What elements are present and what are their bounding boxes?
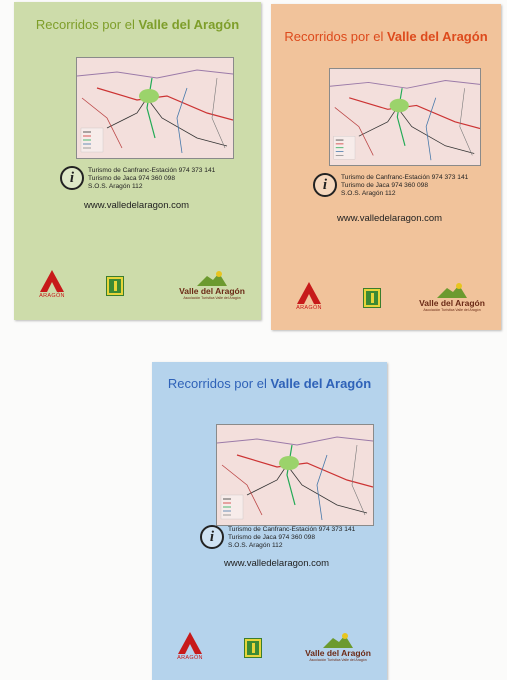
phone-line-sos: S.O.S. Aragón 112 [341, 190, 396, 197]
phone-line-sos: S.O.S. Aragón 112 [228, 542, 283, 549]
phone-line-canfranc: Turismo de Canfranc-Estación 974 373 141 [341, 174, 469, 181]
card-title: Recorridos por el Valle del Aragón [167, 376, 372, 391]
info-icon: i [60, 166, 84, 190]
map-image [216, 424, 374, 526]
aragon-logo: ARAGÓN [176, 632, 204, 661]
valle-logo: Valle del Aragón Asociación Turística Valle del Aragón [415, 282, 489, 312]
contact-info [60, 167, 215, 191]
aragon-logo: ARAGÓN [295, 282, 323, 311]
tourist-card-blue [152, 362, 387, 680]
website-link[interactable]: www.valledelaragon.com [84, 200, 190, 211]
phone-line-sos: S.O.S. Aragón 112 [88, 183, 143, 190]
aragon-logo: ARAGÓN [38, 270, 66, 299]
map-image [76, 57, 234, 159]
contact-info [313, 174, 468, 198]
phone-line-jaca: Turismo de Jaca 974 360 098 [228, 534, 315, 541]
jacetania-logo [244, 638, 262, 658]
info-icon: i [200, 525, 224, 549]
jacetania-logo [106, 276, 124, 296]
phone-line-canfranc: Turismo de Canfranc-Estación 974 373 141 [88, 167, 216, 174]
valle-logo: Valle del Aragón Asociación Turística Valle del Aragón [301, 632, 375, 662]
tourist-card-orange [271, 4, 501, 330]
contact-info [200, 526, 355, 550]
card-title: Recorridos por el Valle del Aragón [35, 17, 240, 32]
phone-line-jaca: Turismo de Jaca 974 360 098 [341, 182, 428, 189]
website-link[interactable]: www.valledelaragon.com [224, 558, 330, 569]
phone-line-canfranc: Turismo de Canfranc-Estación 974 373 141 [228, 526, 356, 533]
info-icon: i [313, 173, 337, 197]
valle-logo: Valle del Aragón Asociación Turística Valle del Aragón [175, 270, 249, 300]
phone-line-jaca: Turismo de Jaca 974 360 098 [88, 175, 175, 182]
tourist-card-green [14, 2, 261, 320]
jacetania-logo [363, 288, 381, 308]
map-image [329, 68, 481, 166]
card-title: Recorridos por el Valle del Aragón [284, 29, 488, 44]
website-link[interactable]: www.valledelaragon.com [337, 213, 443, 224]
